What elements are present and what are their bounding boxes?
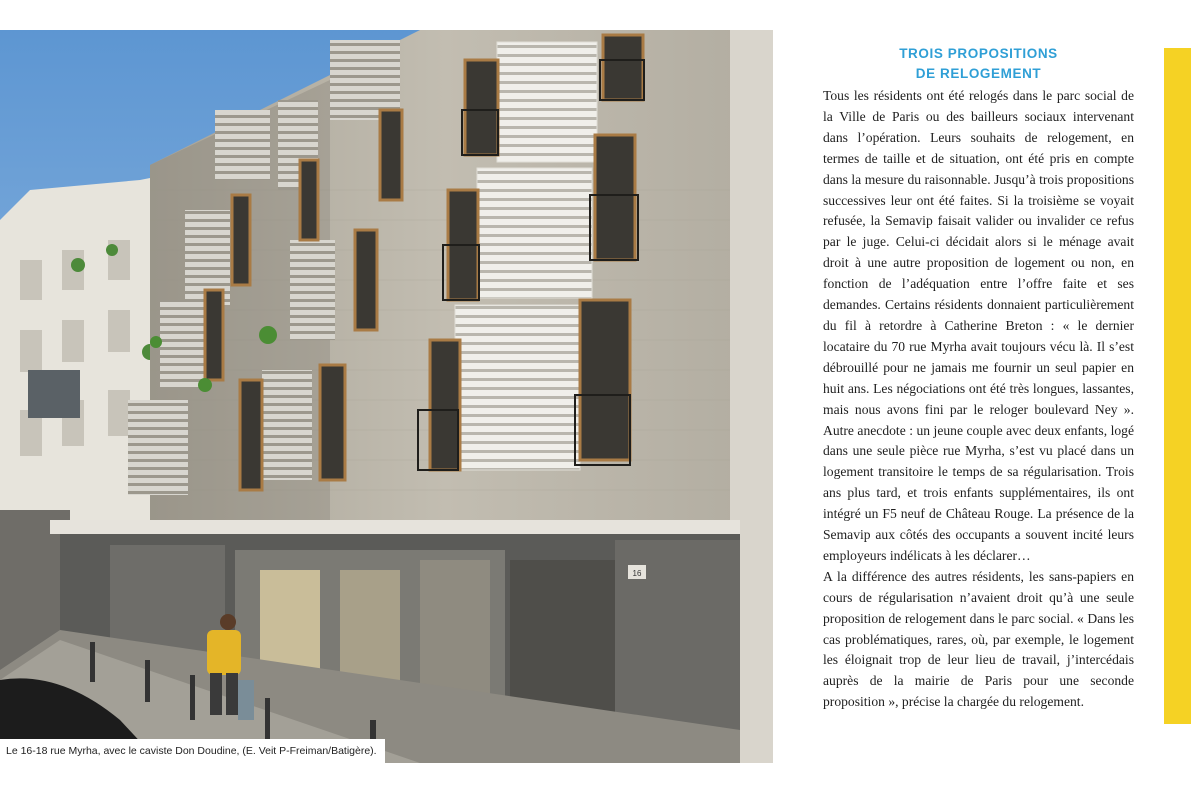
building-photo [0, 30, 773, 763]
section-heading [823, 44, 1134, 84]
accent-bar [1164, 48, 1191, 724]
heading-line-2: DE RELOGEMENT [915, 66, 1042, 81]
street-number: 16 [632, 569, 642, 578]
body-paragraph-2: A la différence des autres résidents, les sans-papiers en cours de régularisation n’avaient droit qu’à une seule proposition de relogement dans le parc social. « Dans les cas problématiques, rares, où, par exemple, le logement les éloignait trop de leur lieu de travail, j’intercédais auprès de la mairie de Paris pour une seconde proposition », précise la chargée du relogement. [823, 568, 1134, 710]
heading-line-1: TROIS PROPOSITIONS [899, 46, 1058, 61]
body-paragraph-1: Tous les résidents ont été relogés dans le parc social de la Ville de Paris ou des bailleurs sociaux intervenant dans l’opération. Leurs souhaits de relogement, en termes de taille et de situation, ont été pris en compte dans la mesure du raisonnable. Jusqu’à trois propositions successives leur ont été faites. Si la troisième se voyait refusée, la Semavip faisait valider ou invalider ce refus par le juge. Celui-ci décidait alors si le ménage avait droit à une autre proposition de logement ou non, en fonction de l’adéquation entre l’offre faite et ses demandes. Certains résidents donnaient particulièrement du fil à retordre à Catherine Breton : « le dernier locataire du 70 rue Myrha avait toujours vécu là. Il s’est débrouillé pour ne jamais me fournir un seul papier en huit ans. Les négociations ont été très longues, lassantes, mais nous avons fini par le reloger boulevard Ney ». Autre anecdote : un jeune couple avec deux enfants, logé dans une seule pièce rue Myrha, s’est vu placé dans un logement transitoire le temps de sa régularisation. Trois ans plus tard, et trois enfants supplémentaires, ils ont intégré un F5 neuf de Château Rouge. La présence de la Semavip aux côtés des occupants a souvent incité leurs employeurs indélicats à les déclarer… [823, 88, 1134, 563]
article-column [823, 44, 1134, 713]
photo-caption: Le 16-18 rue Myrha, avec le caviste Don Doudine, (E. Veit P-Freiman/Batigère). [0, 739, 385, 763]
